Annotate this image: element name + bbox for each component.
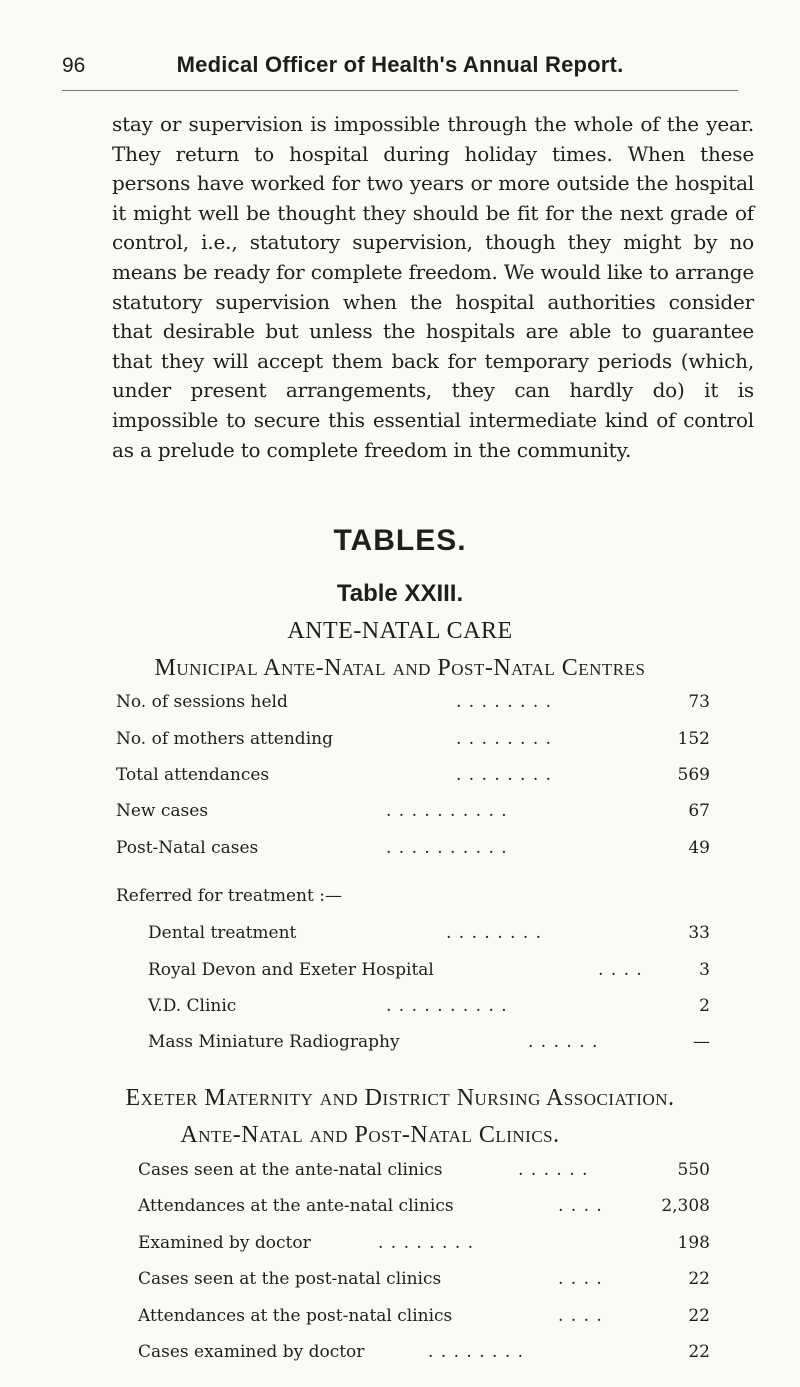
leader-dots: . . . .: [558, 1196, 603, 1216]
row-label: Cases seen at the ante-natal clinics: [138, 1160, 443, 1180]
row-label: V.D. Clinic: [148, 996, 237, 1016]
leader-dots: . . . .: [558, 1306, 603, 1326]
table-row: [148, 960, 710, 984]
clinics-title: Ante-Natal and Post-Natal Clinics.: [180, 1122, 560, 1148]
row-label: Post-Natal cases: [116, 838, 259, 858]
leader-dots: . . . . . .: [518, 1160, 589, 1180]
row-value: 198: [677, 1233, 710, 1253]
row-label: No. of mothers attending: [116, 729, 333, 749]
leader-dots: . . . . . . . .: [456, 729, 553, 749]
table-row: [116, 765, 710, 789]
row-label: Mass Miniature Radiography: [148, 1032, 400, 1052]
table-row: [116, 692, 710, 716]
row-label: Cases examined by doctor: [138, 1342, 365, 1362]
leader-dots: . . . . . . . .: [456, 765, 553, 785]
table-row: [116, 838, 710, 862]
row-label: No. of sessions held: [116, 692, 288, 712]
row-label: Cases seen at the post-natal clinics: [138, 1269, 442, 1289]
table-row: [148, 996, 710, 1020]
row-value: 3: [699, 960, 710, 980]
row-value: 22: [688, 1269, 710, 1289]
referred-heading: [116, 886, 710, 910]
row-value: 569: [677, 765, 710, 785]
ante-natal-care-title: ANTE-NATAL CARE: [287, 618, 513, 644]
table-row: [138, 1306, 710, 1330]
row-value: —: [693, 1032, 710, 1052]
table-row: [148, 1032, 710, 1056]
row-label: Dental treatment: [148, 923, 297, 943]
leader-dots: . . . . . . . .: [428, 1342, 525, 1362]
table-row: [116, 729, 710, 753]
row-label: New cases: [116, 801, 209, 821]
table-row: [138, 1233, 710, 1257]
body-paragraph: stay or supervision is impossible through the whole of the year. They return to hospital during holiday times. When these persons have worked for two years or more outside the hospital it might well be thought they should be fit for the next grade of control, i.e., statutory supervision, though they might by no means be ready for complete freedom. We would like to arrange statutory supervision when the hospital authorities consider that desirable but unless the hospitals are able to guarantee that they will accept them back for temporary periods (which, under present arrangements, they can hardly do) it is impossible to secure this essential intermediate kind of control as a prelude to complete freedom in the community.: [112, 112, 754, 462]
row-value: 2: [699, 996, 710, 1016]
table-row: [116, 801, 710, 825]
leader-dots: . . . .: [598, 960, 643, 980]
leader-dots: . . . . . .: [528, 1032, 599, 1052]
leader-dots: . . . .: [558, 1269, 603, 1289]
row-value: 49: [688, 838, 710, 858]
table-row: [138, 1342, 710, 1366]
leader-dots: . . . . . . . .: [378, 1233, 475, 1253]
row-value: 152: [677, 729, 710, 749]
page-header: [62, 50, 738, 91]
row-value: 73: [688, 692, 710, 712]
tables-heading: TABLES.: [333, 524, 467, 557]
row-value: 33: [688, 923, 710, 943]
association-title: Exeter Maternity and District Nursing Association.: [125, 1085, 675, 1111]
row-value: 22: [688, 1306, 710, 1326]
row-label: Attendances at the post-natal clinics: [138, 1306, 453, 1326]
leader-dots: . . . . . . . . . .: [386, 838, 508, 858]
row-value: 2,308: [661, 1196, 710, 1216]
row-value: 67: [688, 801, 710, 821]
centres-title: Municipal Ante-Natal and Post-Natal Centres: [154, 655, 646, 681]
referred-heading-text: Referred for treatment :—: [116, 886, 342, 906]
row-label: Total attendances: [116, 765, 270, 785]
row-label: Examined by doctor: [138, 1233, 311, 1253]
row-value: 22: [688, 1342, 710, 1362]
page-number: 96: [62, 54, 86, 77]
row-value: 550: [677, 1160, 710, 1180]
running-title: Medical Officer of Health's Annual Report.: [176, 52, 624, 77]
table-row: [138, 1269, 710, 1293]
leader-dots: . . . . . . . . . .: [386, 801, 508, 821]
row-label: Royal Devon and Exeter Hospital: [148, 960, 434, 980]
table-row: [138, 1196, 710, 1220]
leader-dots: . . . . . . . .: [456, 692, 553, 712]
table-row: [138, 1160, 710, 1184]
leader-dots: . . . . . . . .: [446, 923, 543, 943]
row-label: Attendances at the ante-natal clinics: [138, 1196, 454, 1216]
table-number: Table XXIII.: [336, 580, 464, 607]
table-row: [148, 923, 710, 947]
leader-dots: . . . . . . . . . .: [386, 996, 508, 1016]
